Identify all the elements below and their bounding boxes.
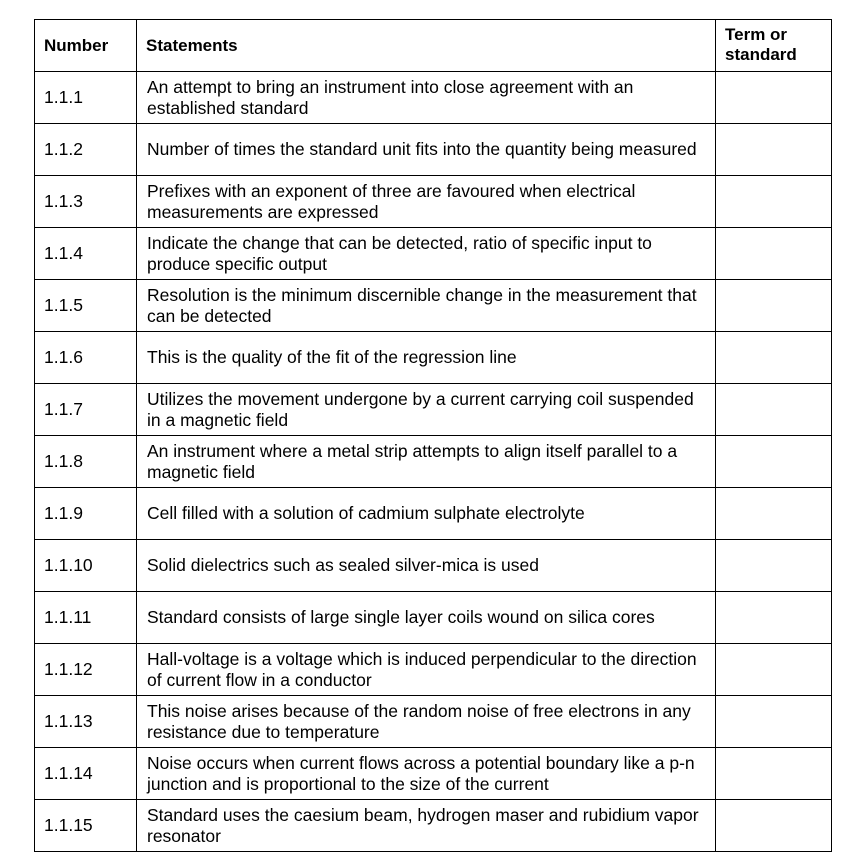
- row-number: 1.1.11: [35, 592, 137, 644]
- table-row: [35, 176, 832, 228]
- row-term-answer[interactable]: [716, 228, 832, 280]
- row-number: 1.1.3: [35, 176, 137, 228]
- row-statement: Indicate the change that can be detected, ratio of specific input to produce specific output: [137, 228, 716, 280]
- table-body: [35, 72, 832, 852]
- header-statements: Statements: [137, 20, 716, 72]
- table-row: [35, 228, 832, 280]
- table-row: [35, 384, 832, 436]
- row-term-answer[interactable]: [716, 696, 832, 748]
- row-number: 1.1.6: [35, 332, 137, 384]
- row-number: 1.1.13: [35, 696, 137, 748]
- terms-table: [34, 19, 832, 852]
- table-row: [35, 124, 832, 176]
- row-term-answer[interactable]: [716, 748, 832, 800]
- row-statement: Hall-voltage is a voltage which is induced perpendicular to the direction of current flow in a conductor: [137, 644, 716, 696]
- table-row: [35, 332, 832, 384]
- row-number: 1.1.1: [35, 72, 137, 124]
- row-number: 1.1.9: [35, 488, 137, 540]
- row-statement: Number of times the standard unit fits into the quantity being measured: [137, 124, 716, 176]
- table-row: [35, 748, 832, 800]
- row-statement: An instrument where a metal strip attempts to align itself parallel to a magnetic field: [137, 436, 716, 488]
- row-statement: Cell filled with a solution of cadmium sulphate electrolyte: [137, 488, 716, 540]
- row-statement: Prefixes with an exponent of three are favoured when electrical measurements are expressed: [137, 176, 716, 228]
- row-number: 1.1.4: [35, 228, 137, 280]
- row-number: 1.1.14: [35, 748, 137, 800]
- header-number: Number: [35, 20, 137, 72]
- table-row: [35, 800, 832, 852]
- row-term-answer[interactable]: [716, 644, 832, 696]
- table-header-row: [35, 20, 832, 72]
- row-term-answer[interactable]: [716, 488, 832, 540]
- row-statement: Standard consists of large single layer coils wound on silica cores: [137, 592, 716, 644]
- row-statement: An attempt to bring an instrument into close agreement with an established standard: [137, 72, 716, 124]
- row-term-answer[interactable]: [716, 436, 832, 488]
- row-number: 1.1.10: [35, 540, 137, 592]
- row-term-answer[interactable]: [716, 332, 832, 384]
- row-term-answer[interactable]: [716, 176, 832, 228]
- table-row: [35, 72, 832, 124]
- row-statement: Resolution is the minimum discernible change in the measurement that can be detected: [137, 280, 716, 332]
- row-statement: This noise arises because of the random noise of free electrons in any resistance due to temperature: [137, 696, 716, 748]
- row-statement: Standard uses the caesium beam, hydrogen maser and rubidium vapor resonator: [137, 800, 716, 852]
- header-term-or-standard: Term or standard: [716, 20, 832, 72]
- row-number: 1.1.5: [35, 280, 137, 332]
- row-number: 1.1.2: [35, 124, 137, 176]
- table-row: [35, 488, 832, 540]
- table-row: [35, 696, 832, 748]
- row-term-answer[interactable]: [716, 124, 832, 176]
- row-term-answer[interactable]: [716, 592, 832, 644]
- row-statement: Utilizes the movement undergone by a current carrying coil suspended in a magnetic field: [137, 384, 716, 436]
- row-number: 1.1.8: [35, 436, 137, 488]
- table-row: [35, 280, 832, 332]
- row-term-answer[interactable]: [716, 280, 832, 332]
- row-number: 1.1.7: [35, 384, 137, 436]
- table-row: [35, 540, 832, 592]
- row-number: 1.1.12: [35, 644, 137, 696]
- row-term-answer[interactable]: [716, 800, 832, 852]
- row-term-answer[interactable]: [716, 540, 832, 592]
- table-row: [35, 436, 832, 488]
- row-statement: Noise occurs when current flows across a potential boundary like a p-n junction and is proportional to the size of the current: [137, 748, 716, 800]
- row-term-answer[interactable]: [716, 72, 832, 124]
- table-row: [35, 592, 832, 644]
- row-statement: This is the quality of the fit of the regression line: [137, 332, 716, 384]
- table-row: [35, 644, 832, 696]
- row-statement: Solid dielectrics such as sealed silver-mica is used: [137, 540, 716, 592]
- row-number: 1.1.15: [35, 800, 137, 852]
- row-term-answer[interactable]: [716, 384, 832, 436]
